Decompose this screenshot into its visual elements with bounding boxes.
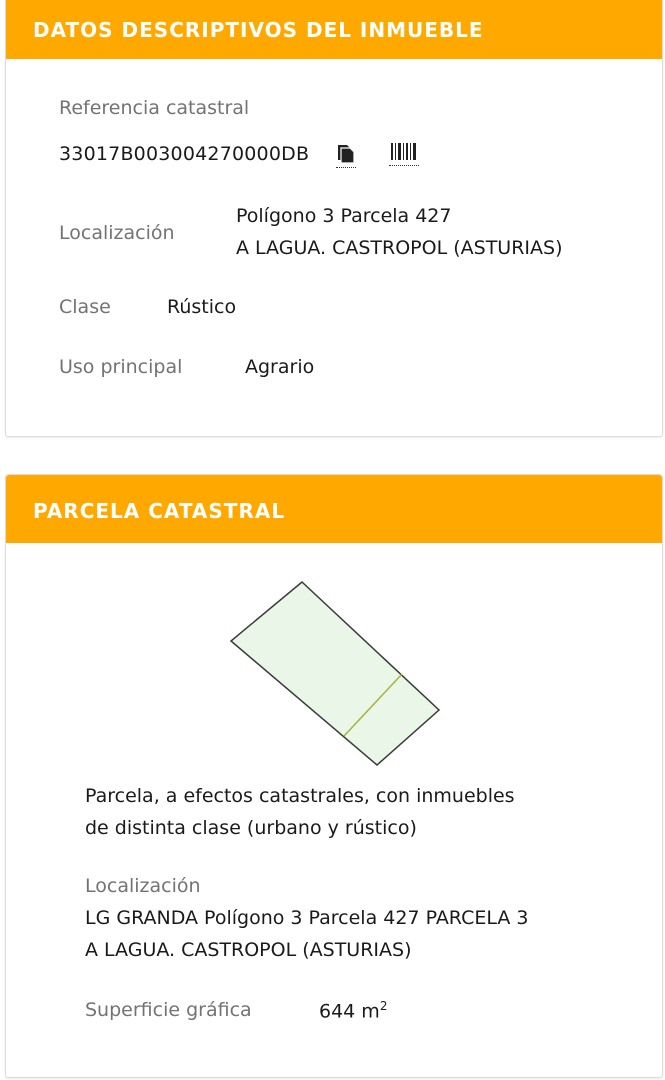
parcela-desc-line1: Parcela, a efectos catastrales, con inmuebles [85,785,515,807]
superficie-exponent: 2 [379,999,388,1013]
uso-label: Uso principal [59,356,183,378]
barcode-icon[interactable] [389,142,419,162]
localizacion-line2: A LAGUA. CASTROPOL (ASTURIAS) [236,237,563,259]
parcela-localizacion-line2: A LAGUA. CASTROPOL (ASTURIAS) [85,939,412,961]
ref-label: Referencia catastral [59,97,250,119]
superficie-value: 644 $m^2$ [319,999,388,1023]
inmueble-card [5,0,663,437]
uso-value: Agrario [245,356,315,378]
parcela-desc-line2: de distinta clase (urbano y rústico) [85,817,417,839]
parcela-card [5,474,663,1078]
inmueble-header: DATOS DESCRIPTIVOS DEL INMUEBLE [6,0,662,59]
parcel-map [6,475,664,1079]
localizacion-label: Localización [59,222,175,244]
parcela-localizacion-line1: LG GRANDA Polígono 3 Parcela 427 PARCELA 3 [85,907,529,929]
localizacion-line1: Polígono 3 Parcela 427 [236,205,452,227]
ref-value: 33017B003004270000DB [59,143,310,165]
copy-icon[interactable] [336,144,356,164]
parcela-localizacion-label: Localización [85,875,201,897]
superficie-label: Superficie gráfica [85,999,252,1021]
parcel-shape [231,582,439,765]
clase-label: Clase [59,296,111,318]
clase-value: Rústico [167,296,237,318]
parcela-header: PARCELA CATASTRAL [6,475,662,543]
